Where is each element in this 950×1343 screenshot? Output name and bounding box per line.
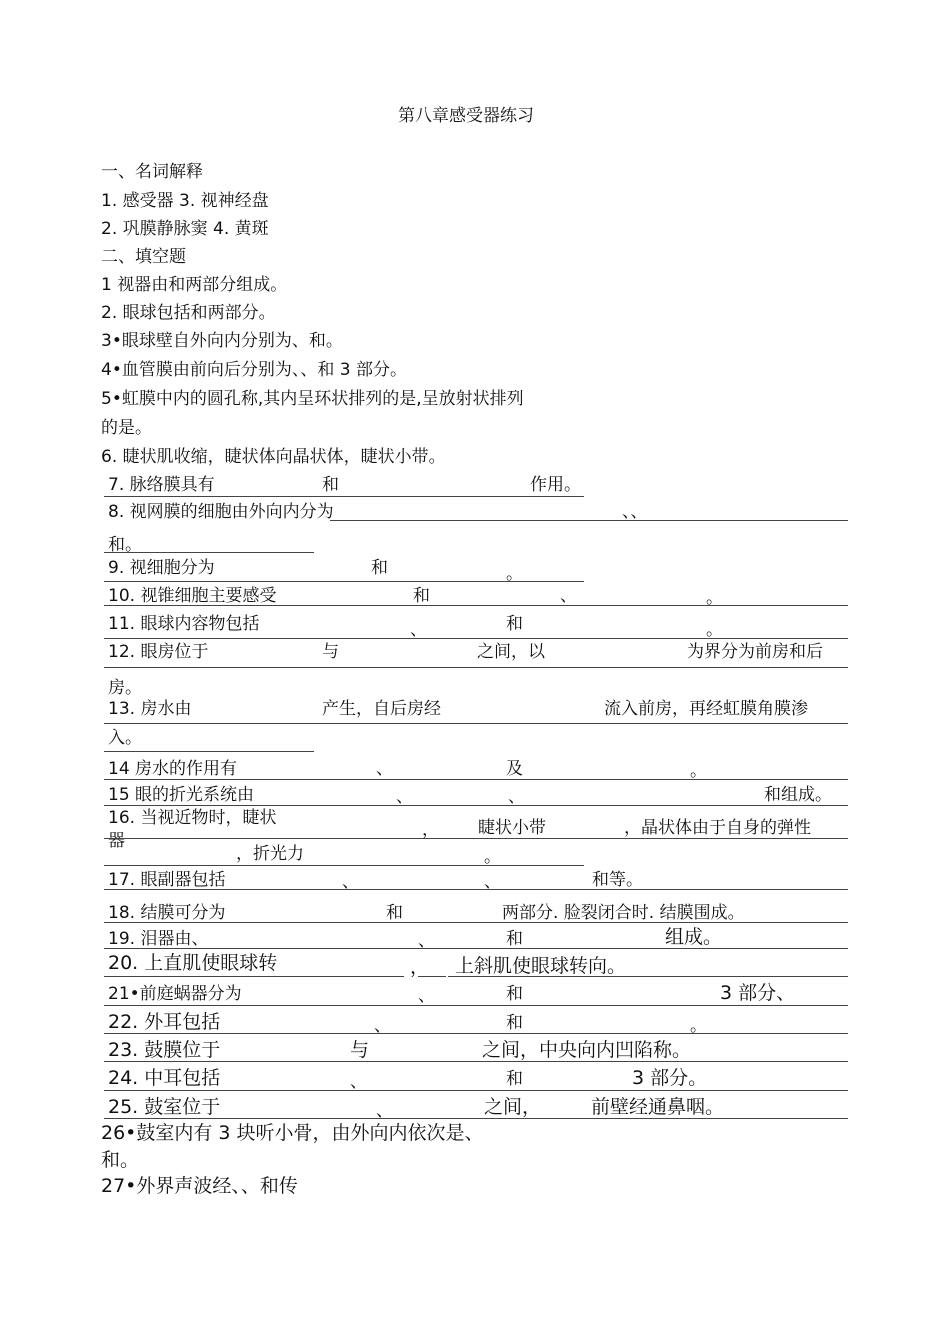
- q19-text: 和: [506, 929, 523, 949]
- q18-text: 两部分. 脸裂闭合时. 结膜围成。: [502, 903, 745, 923]
- q23-text: 与: [350, 1039, 370, 1061]
- q12-text: 12. 眼房位于: [108, 642, 209, 662]
- q7-text: 和: [322, 475, 339, 495]
- q22-text: 22. 外耳包括: [108, 1011, 221, 1033]
- q25-text: 之间，: [484, 1096, 542, 1118]
- answer-line: [448, 976, 848, 977]
- answer-line: [104, 667, 848, 668]
- q24-text: 24. 中耳包括: [108, 1067, 221, 1089]
- q18-text: 18. 结膜可分为: [108, 903, 226, 923]
- answer-line: [104, 723, 848, 724]
- answer-line: [104, 865, 584, 866]
- question-line: 的是。: [101, 418, 152, 438]
- q8-text: 、、: [622, 502, 648, 522]
- answer-line: [330, 520, 848, 521]
- q10-text: 和: [413, 586, 430, 606]
- q12-text: 房。: [108, 678, 142, 698]
- q15-text: 、: [396, 787, 413, 807]
- section-heading-fill-blank: 二、填空题: [101, 247, 186, 267]
- q17-text: 、: [342, 872, 359, 892]
- question-line: 27•外界声波经、、和传: [101, 1175, 298, 1197]
- q12-text: 与: [322, 642, 339, 662]
- section-heading-definitions: 一、名词解释: [101, 162, 203, 182]
- answer-line: [104, 1061, 848, 1062]
- q8-text: 8. 视网膜的细胞由外向内分为: [108, 502, 334, 522]
- answer-line: [104, 1118, 848, 1119]
- q16-text: 。: [484, 847, 501, 867]
- answer-line: [104, 1033, 848, 1034]
- q19-text: 组成。: [665, 926, 723, 948]
- q14-text: 14 房水的作用有: [108, 759, 238, 779]
- question-line: 5•虹膜中内的圆孔称,其内呈环状排列的是,呈放射状排列: [101, 389, 524, 409]
- answer-line: [104, 976, 314, 977]
- question-line: 1 视器由和两部分组成。: [101, 275, 288, 295]
- q11-text: 和: [506, 614, 523, 634]
- q7-text: 作用。: [530, 475, 581, 495]
- q25-text: 25. 鼓室位于: [108, 1096, 221, 1118]
- q9-text: 和: [371, 558, 388, 578]
- q21-text: 和: [506, 984, 523, 1004]
- q21-text: 3 部分、: [720, 982, 796, 1004]
- answer-line: [104, 496, 584, 497]
- question-line: 26•鼓室内有 3 块听小骨，由外向内依次是、: [101, 1122, 484, 1144]
- q22-text: 。: [690, 1016, 707, 1036]
- answer-line: [104, 552, 314, 553]
- answer-line: [104, 1005, 848, 1006]
- q14-text: 及: [506, 759, 523, 779]
- q22-text: 和: [506, 1013, 523, 1033]
- q14-text: 。: [690, 761, 707, 781]
- answer-line: [314, 976, 404, 977]
- answer-line: [104, 805, 848, 806]
- q10-text: 10. 视锥细胞主要感受: [108, 586, 277, 606]
- q20-text: 上斜肌使眼球转向。: [455, 955, 627, 977]
- q23-text: 之间，中央向内凹陷称。: [482, 1039, 692, 1061]
- q14-text: 、: [376, 759, 393, 779]
- answer-line: [104, 581, 584, 582]
- q13-text: 13. 房水由: [108, 699, 192, 719]
- q11-text: 11. 眼球内容物包括: [108, 614, 260, 634]
- q24-text: 和: [506, 1069, 523, 1089]
- q20-text: 20. 上直肌使眼球转: [108, 952, 278, 974]
- answer-line: [104, 948, 848, 949]
- answer-line: [104, 751, 314, 752]
- question-line: 2. 眼球包括和两部分。: [101, 303, 276, 323]
- answer-line: [104, 638, 848, 639]
- q11-text: 、: [410, 620, 427, 640]
- q20-text: ，: [410, 956, 430, 978]
- q12-text: 之间，以: [477, 642, 545, 662]
- q17-text: 、: [484, 872, 501, 892]
- q9-text: 。: [506, 564, 523, 584]
- q19-text: 、: [418, 931, 435, 951]
- q16-text: 器: [108, 831, 125, 851]
- q11-text: 。: [706, 620, 723, 640]
- q16-text: ，: [422, 820, 439, 840]
- answer-line: [418, 976, 446, 977]
- q15-text: 15 眼的折光系统由: [108, 785, 255, 805]
- q25-text: 、: [376, 1101, 393, 1121]
- q7-text: 7. 脉络膜具有: [108, 475, 215, 495]
- q10-text: 、: [560, 586, 577, 606]
- q24-text: 、: [350, 1072, 367, 1092]
- q12-text: 为界分为前房和后: [687, 642, 823, 662]
- q17-text: 17. 眼副器包括: [108, 870, 226, 890]
- q19-text: 19. 泪器由、: [108, 929, 209, 949]
- q10-text: 。: [706, 588, 723, 608]
- question-line: 6. 睫状肌收缩，睫状体向晶状体，睫状小带。: [101, 447, 446, 467]
- q13-text: 流入前房，再经虹膜角膜渗: [604, 699, 808, 719]
- question-line: 4•血管膜由前向后分别为、、和 3 部分。: [101, 360, 407, 380]
- q21-text: 21•前庭蜗器分为: [108, 984, 242, 1004]
- definition-line: 1. 感受器 3. 视神经盘: [101, 191, 269, 211]
- q25-text: 前壁经通鼻咽。: [591, 1096, 725, 1118]
- definition-line: 2. 巩膜静脉窦 4. 黄斑: [101, 219, 269, 239]
- answer-line: [104, 605, 848, 606]
- q15-text: 和组成。: [764, 785, 832, 805]
- answer-line: [104, 838, 848, 839]
- q22-text: 、: [374, 1016, 391, 1036]
- answer-line: [104, 889, 848, 890]
- q23-text: 23. 鼓膜位于: [108, 1039, 221, 1061]
- page-title: 第八章感受器练习: [398, 106, 534, 126]
- answer-line: [104, 1090, 848, 1091]
- q17-text: 和等。: [592, 870, 643, 890]
- q16-text: 16. 当视近物时，睫状: [108, 808, 277, 828]
- q16-text: ，晶状体由于自身的弹性: [624, 818, 811, 838]
- q24-text: 3 部分。: [632, 1067, 708, 1089]
- answer-line: [104, 922, 848, 923]
- q15-text: 、: [508, 787, 525, 807]
- q13-text: 入。: [108, 728, 142, 748]
- q18-text: 和: [386, 903, 403, 923]
- q16-text: ，折光力: [236, 844, 304, 864]
- q9-text: 9. 视细胞分为: [108, 558, 215, 578]
- q16-text: 睫状小带: [478, 818, 546, 838]
- question-line: 和。: [101, 1149, 140, 1171]
- answer-line: [104, 779, 848, 780]
- q13-text: 产生，自后房经: [322, 699, 441, 719]
- q8-text: 和。: [108, 535, 142, 555]
- question-line: 3•眼球壁自外向内分别为、和。: [101, 331, 343, 351]
- q21-text: 、: [418, 986, 435, 1006]
